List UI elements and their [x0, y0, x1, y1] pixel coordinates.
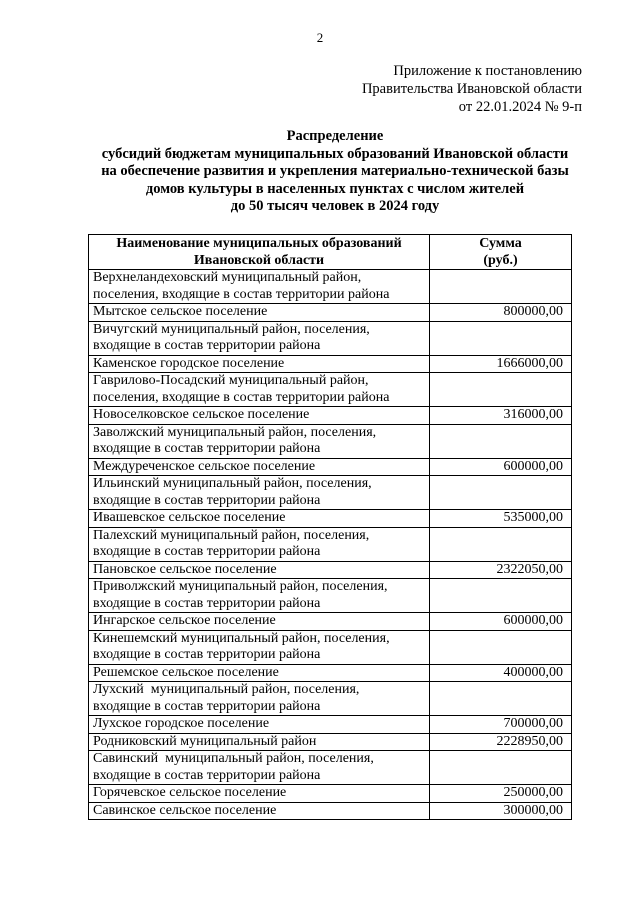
page-number: 2: [316, 30, 324, 45]
cell-name-line: Горячевское сельское поселение: [93, 785, 287, 800]
cell-name: [89, 682, 430, 716]
cell-amount: 535000,00: [430, 510, 572, 528]
cell-name-line: Ивашевское сельское поселение: [93, 510, 286, 525]
cell-amount: [430, 373, 572, 407]
cell-name: [89, 270, 430, 304]
table-row: [89, 373, 572, 407]
cell-amount: [430, 751, 572, 785]
header-name-line: Наименование муниципальных образований: [116, 236, 402, 251]
title-line: домов культуры в населенных пунктах с числом жителей: [145, 180, 525, 197]
cell-name: [89, 664, 430, 682]
table-row: [89, 579, 572, 613]
cell-amount: [430, 527, 572, 561]
cell-name-line: входящие в состав территории района: [93, 767, 321, 783]
cell-name: [89, 785, 430, 803]
table-row: [89, 355, 572, 373]
appendix-header: [362, 62, 582, 116]
cell-name-line: Решемское сельское поселение: [93, 664, 279, 680]
cell-name-line: Палехский муниципальный район, поселения,: [93, 527, 370, 543]
cell-name-line: Родниковский муниципальный район: [93, 733, 317, 749]
cell-amount: 2228950,00: [430, 733, 572, 751]
cell-amount: [430, 476, 572, 510]
table-row: [89, 270, 572, 304]
cell-name-line: Междуреченское сельское поселение: [93, 458, 316, 474]
cell-amount: [430, 579, 572, 613]
cell-name: [89, 751, 430, 785]
title-line: Распределение: [286, 128, 384, 144]
cell-name: [89, 373, 430, 407]
table-row: [89, 304, 572, 322]
cell-name-line: Савинский муниципальный район, поселения,: [93, 751, 374, 766]
cell-amount: 1666000,00: [430, 355, 572, 373]
appendix-line: Приложение к постановлению: [393, 63, 582, 79]
table-header-row: [89, 235, 572, 270]
table-row: [89, 510, 572, 528]
cell-name: [89, 458, 430, 476]
header-name-line: Ивановской области: [193, 253, 325, 268]
cell-name-line: Новоселковское сельское поселение: [93, 407, 310, 422]
cell-name-line: Каменское городское поселение: [93, 355, 285, 371]
table-row: [89, 716, 572, 734]
cell-name: [89, 630, 430, 664]
cell-name: [89, 321, 430, 355]
cell-name-line: Лухское городское поселение: [93, 716, 270, 731]
header-sum-line: Сумма: [479, 236, 522, 251]
cell-name-line: входящие в состав территории района: [93, 492, 321, 508]
table-row: [89, 458, 572, 476]
header-sum-line: (руб.): [483, 253, 518, 268]
cell-name-line: входящие в состав территории района: [93, 698, 321, 714]
table-row: [89, 751, 572, 785]
cell-name-line: Ильинский муниципальный район, поселения,: [93, 476, 372, 491]
cell-name: [89, 424, 430, 458]
cell-amount: 250000,00: [430, 785, 572, 803]
cell-name-line: входящие в состав территории района: [93, 595, 321, 611]
table-row: [89, 561, 572, 579]
subsidy-table: [88, 234, 572, 820]
header-sum: [430, 235, 572, 270]
cell-name-line: входящие в состав территории района: [93, 338, 321, 353]
cell-name-line: Кинешемский муниципальный район, поселения,: [93, 630, 390, 646]
cell-amount: [430, 424, 572, 458]
cell-amount: [430, 682, 572, 716]
cell-name-line: поселения, входящие в состав территории района: [93, 389, 390, 405]
cell-name-line: поселения, входящие в состав территории района: [93, 286, 390, 302]
cell-amount: 800000,00: [430, 304, 572, 322]
cell-name: [89, 802, 430, 820]
table-row: [89, 682, 572, 716]
cell-name-line: Ингарское сельское поселение: [93, 613, 276, 628]
cell-name: [89, 579, 430, 613]
cell-name: [89, 510, 430, 528]
cell-name-line: входящие в состав территории района: [93, 647, 321, 662]
table-row: [89, 407, 572, 425]
cell-name: [89, 527, 430, 561]
cell-name-line: Лухский муниципальный район, поселения,: [93, 682, 360, 697]
cell-name-line: входящие в состав территории района: [93, 544, 321, 559]
table-row: [89, 424, 572, 458]
table-row: [89, 733, 572, 751]
cell-name-line: Вичугский муниципальный район, поселения,: [93, 321, 370, 337]
cell-name-line: Савинское сельское поселение: [93, 802, 277, 818]
header-name: [89, 235, 430, 270]
document-title: [60, 128, 610, 216]
table-row: [89, 613, 572, 631]
cell-name: [89, 613, 430, 631]
title-line: субсидий бюджетам муниципальных образований Ивановской области: [101, 145, 569, 162]
cell-amount: [430, 630, 572, 664]
cell-amount: [430, 321, 572, 355]
table-row: [89, 785, 572, 803]
cell-amount: 300000,00: [430, 802, 572, 820]
table-row: [89, 527, 572, 561]
cell-name-line: Приволжский муниципальный район, поселения,: [93, 579, 388, 594]
title-line: на обеспечение развития и укрепления материально-технической базы: [101, 163, 569, 179]
cell-name: [89, 304, 430, 322]
cell-name-line: Мытское сельское поселение: [93, 304, 268, 319]
cell-name: [89, 733, 430, 751]
cell-amount: 2322050,00: [430, 561, 572, 579]
cell-name-line: Верхнеландеховский муниципальный район,: [93, 270, 362, 285]
cell-amount: 700000,00: [430, 716, 572, 734]
table-row: [89, 630, 572, 664]
table-row: [89, 321, 572, 355]
cell-name: [89, 407, 430, 425]
cell-name-line: входящие в состав территории района: [93, 441, 321, 456]
cell-amount: 600000,00: [430, 458, 572, 476]
cell-name: [89, 561, 430, 579]
cell-name-line: Пановское сельское поселение: [93, 561, 277, 577]
cell-name-line: Гаврилово-Посадский муниципальный район,: [93, 373, 369, 388]
table-row: [89, 664, 572, 682]
title-line: до 50 тысяч человек в 2024 году: [230, 198, 440, 214]
cell-amount: 600000,00: [430, 613, 572, 631]
table-row: [89, 802, 572, 820]
cell-amount: 316000,00: [430, 407, 572, 425]
cell-name: [89, 716, 430, 734]
cell-amount: 400000,00: [430, 664, 572, 682]
cell-name: [89, 355, 430, 373]
appendix-line: от 22.01.2024 № 9-п: [458, 99, 582, 115]
appendix-line: Правительства Ивановской области: [361, 81, 582, 97]
cell-name: [89, 476, 430, 510]
cell-name-line: Заволжский муниципальный район, поселения,: [93, 424, 377, 440]
table-row: [89, 476, 572, 510]
cell-amount: [430, 270, 572, 304]
table-body: [89, 270, 572, 820]
